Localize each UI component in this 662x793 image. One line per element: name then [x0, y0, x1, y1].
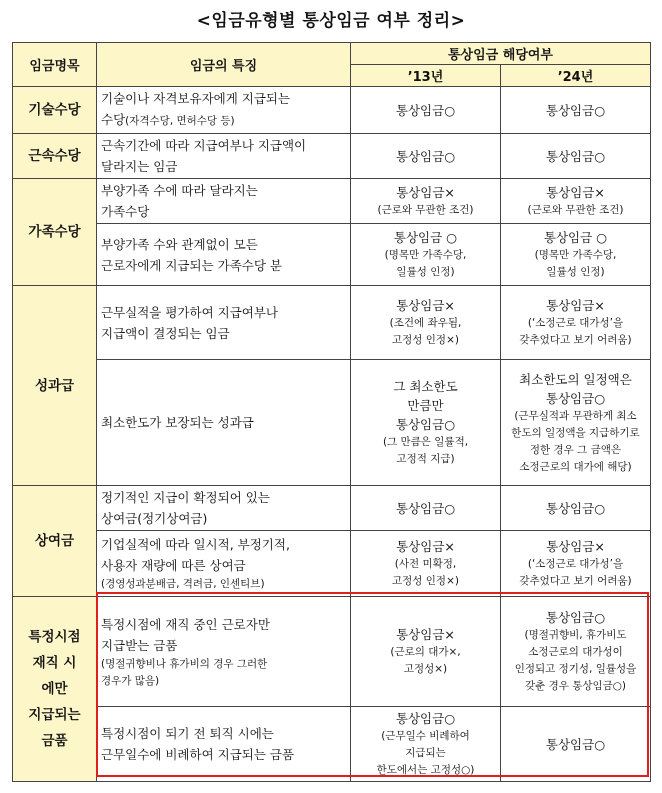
status-24-cell: 통상임금○	[501, 134, 651, 179]
wage-desc-cell: 부양가족 수에 따라 달라지는 가족수당	[97, 179, 351, 224]
wage-name-cell: 근속수당	[13, 134, 97, 179]
header-year-24: ’24년	[501, 65, 651, 87]
table-row	[13, 531, 651, 597]
header-wage-feature: 임금의 특징	[97, 43, 351, 87]
wage-desc-cell: 기술이나 자격보유자에게 지급되는 수당(자격수당, 면허수당 등)	[97, 87, 351, 134]
table-row	[13, 486, 651, 531]
table-row	[13, 87, 651, 134]
status-13-cell: 통상임금○	[351, 87, 501, 134]
status-13-cell: 통상임금× (사전 미확정, 고정성 인정×)	[351, 531, 501, 597]
status-13-cell: 통상임금× (근로의 대가×, 고정성×)	[351, 597, 501, 707]
status-13-cell: 통상임금× (근로와 무관한 조건)	[351, 179, 501, 224]
status-13-cell: 통상임금○	[351, 486, 501, 531]
wage-name-cell: 기술수당	[13, 87, 97, 134]
status-13-cell: 통상임금○ (근무일수 비례하여 지급되는 한도에서는 고정성○)	[351, 707, 501, 782]
status-24-cell: 통상임금○	[501, 486, 651, 531]
wage-name-cell: 성과급	[13, 286, 97, 486]
status-24-cell: 통상임금 ○ (명목만 가족수당, 일률성 인정)	[501, 224, 651, 286]
status-24-cell: 통상임금○ (명절귀향비, 휴가비도 소정근로의 대가성이 인정되고 정기성, 일률성을 갖춘 경우 통상임금○)	[501, 597, 651, 707]
status-13-cell: 통상임금 ○ (명목만 가족수당, 일률성 인정)	[351, 224, 501, 286]
page-title: <임금유형별 통상임금 여부 정리>	[196, 11, 466, 31]
wage-name-cell: 가족수당	[13, 179, 97, 286]
header-status: 통상임금 해당여부	[351, 43, 651, 65]
wage-desc-cell: 부양가족 수와 관계없이 모든 근로자에게 지급되는 가족수당 분	[97, 224, 351, 286]
wage-table	[12, 42, 651, 782]
header-wage-name: 임금명목	[13, 43, 97, 87]
status-24-cell: 통상임금× (‘소정근로 대가성’을 갖추었다고 보기 어려움)	[501, 286, 651, 360]
table-row	[13, 360, 651, 486]
wage-desc-cell: 최소한도가 보장되는 성과급	[97, 360, 351, 486]
status-24-cell: 최소한도의 일정액은 통상임금○ (근무실적과 무관하게 최소 한도의 일정액을 지급하기로 정한 경우 그 금액은 소정근로의 대가에 해당)	[501, 360, 651, 486]
wage-desc-cell: 특정시점에 재직 중인 근로자만 지급받는 금품 (명절귀향비나 휴가비의 경우 그러한 경우가 많음)	[97, 597, 351, 707]
wage-desc-cell: 기업실적에 따라 일시적, 부정기적, 사용자 재량에 따른 상여금 (경영성과분배금, 격려금, 인센티브)	[97, 531, 351, 597]
wage-name-cell: 특정시점 재직 시 에만 지급되는 금품	[13, 597, 97, 782]
status-24-cell: 통상임금○	[501, 87, 651, 134]
table-row	[13, 597, 651, 707]
table-row	[13, 224, 651, 286]
table-row	[13, 286, 651, 360]
status-24-cell: 통상임금× (‘소정근로 대가성’을 갖추었다고 보기 어려움)	[501, 531, 651, 597]
table-row	[13, 179, 651, 224]
header-year-13: ’13년	[351, 65, 501, 87]
status-24-cell: 통상임금○	[501, 707, 651, 782]
table-row	[13, 134, 651, 179]
status-13-cell: 그 최소한도 만큼만 통상임금○ (그 만큼은 일률적, 고정적 지급)	[351, 360, 501, 486]
status-13-cell: 통상임금○	[351, 134, 501, 179]
wage-name-cell: 상여금	[13, 486, 97, 597]
wage-desc-cell: 특정시점이 되기 전 퇴직 시에는 근무일수에 비례하여 지급되는 금품	[97, 707, 351, 782]
table-row	[13, 707, 651, 782]
wage-desc-cell: 근무실적을 평가하여 지급여부나 지급액이 결정되는 임금	[97, 286, 351, 360]
status-24-cell: 통상임금× (근로와 무관한 조건)	[501, 179, 651, 224]
status-13-cell: 통상임금× (조건에 좌우됨, 고정성 인정×)	[351, 286, 501, 360]
wage-desc-cell: 근속기간에 따라 지급여부나 지급액이 달라지는 임금	[97, 134, 351, 179]
wage-desc-cell: 정기적인 지급이 확정되어 있는 상여금(정기상여금)	[97, 486, 351, 531]
